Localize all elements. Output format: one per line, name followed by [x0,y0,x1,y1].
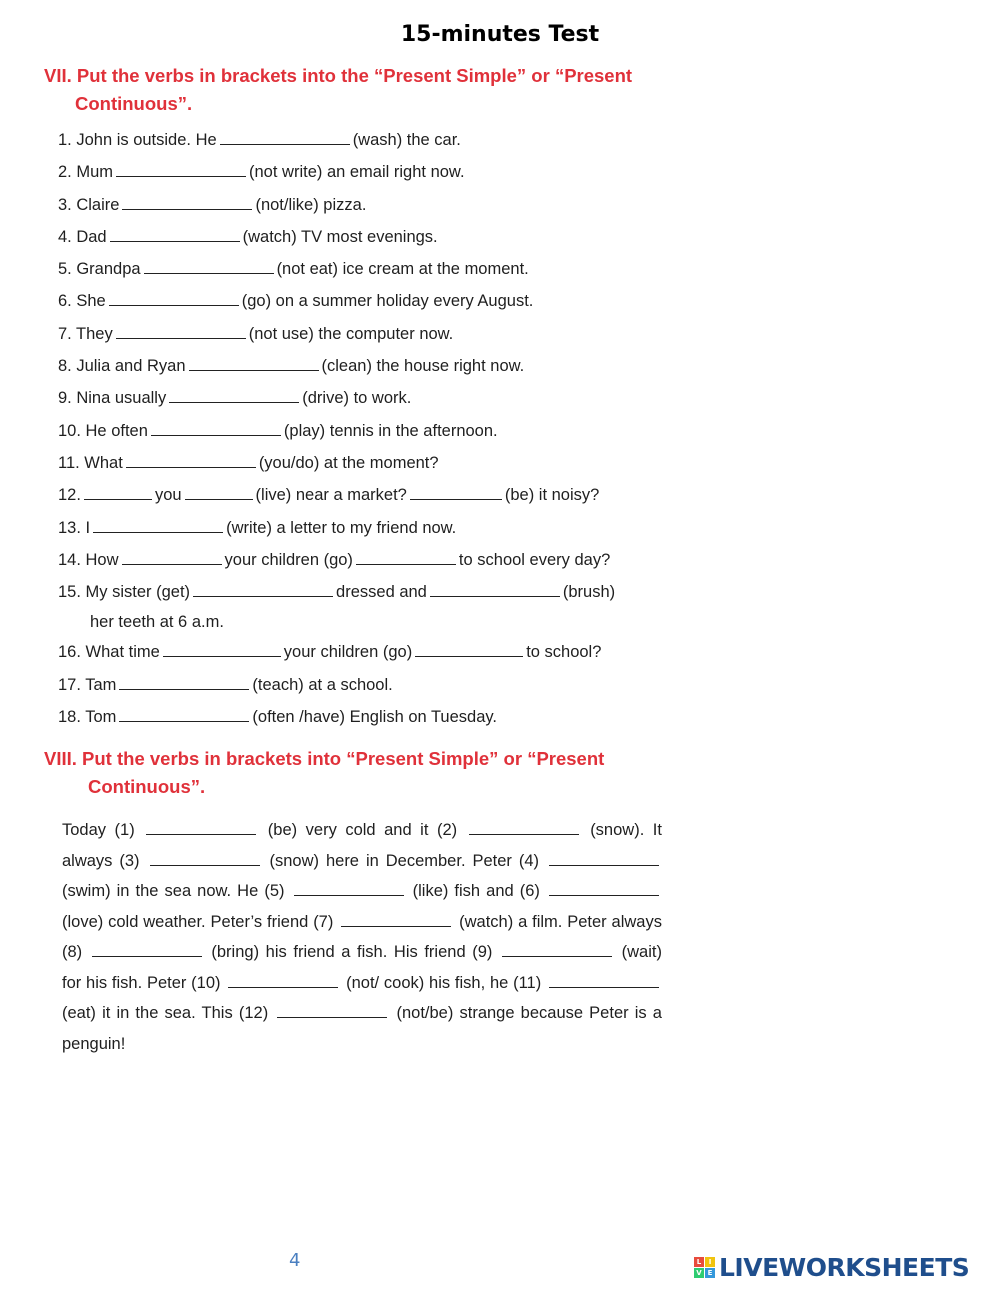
exercise-item-10 [58,415,680,447]
item-text: 17. Tam [58,675,117,694]
answer-blank[interactable] [144,259,274,274]
liveworksheets-logo [694,1253,969,1282]
answer-blank-4[interactable] [549,851,659,866]
logo-icon [694,1257,715,1278]
worksheet-scan [40,62,680,1059]
answer-blank-3[interactable] [150,851,260,866]
item-text: (teach) at a school. [252,675,393,694]
exercise-item-12 [58,479,680,511]
section-7-number: VII. [44,65,72,86]
item-text: (watch) TV most evenings. [242,227,438,246]
answer-blank[interactable] [430,582,560,597]
exercise-item-6 [58,285,680,317]
answer-blank[interactable] [193,582,333,597]
paragraph-text: (watch) a film. Peter always (8) [62,912,662,962]
logo-letter: I [705,1257,715,1267]
answer-blank[interactable] [415,642,523,657]
answer-blank[interactable] [84,485,152,500]
answer-blank[interactable] [116,324,246,339]
answer-blank[interactable] [151,421,281,436]
item-text: (play) tennis in the afternoon. [283,421,498,440]
answer-blank[interactable] [119,675,249,690]
paragraph-text: (love) cold weather. Peter’s friend (7) [62,912,334,931]
exercise-item-11 [58,447,680,479]
paragraph-text: (bring) his friend a fish. His friend (9) [211,943,493,962]
answer-blank-2[interactable] [469,820,579,835]
answer-blank[interactable] [185,485,253,500]
item-text: 11. What [58,453,123,472]
item-text: to school? [526,643,602,662]
answer-blank-7[interactable] [341,912,451,927]
item-text: 1. John is outside. He [58,131,217,149]
answer-blank[interactable] [122,195,252,210]
paragraph-text: Today (1) [62,821,135,840]
answer-blank-9[interactable] [502,942,612,957]
answer-blank[interactable] [410,485,502,500]
answer-blank[interactable] [220,130,350,145]
item-text-continued: her teeth at 6 a.m. [90,613,224,632]
item-text: (wash) the car. [352,131,461,149]
answer-blank[interactable] [356,550,456,565]
answer-blank[interactable] [109,291,239,306]
exercise-item-18 [58,701,680,733]
answer-blank[interactable] [122,550,222,565]
exercise-item-5 [58,253,680,285]
item-text: 2. Mum [58,163,114,182]
item-text: (not use) the computer now. [248,324,454,343]
section-7-items [58,124,680,733]
item-text: 6. She [58,292,106,311]
section-7-heading-line2: Continuous”. [75,93,193,114]
page-number: 4 [289,1250,301,1271]
logo-text: LIVEWORKSHEETS [719,1253,970,1282]
page-title: 15-minutes Test [400,22,600,47]
answer-blank[interactable] [163,642,281,657]
answer-blank-1[interactable] [146,820,256,835]
logo-letter: L [694,1257,704,1267]
item-text: (brush) [562,583,616,602]
exercise-item-14 [58,544,680,576]
item-text: (not write) an email right now. [249,163,465,182]
answer-blank[interactable] [119,707,249,722]
paragraph-text: (not/ cook) his fish, he (11) [346,973,542,992]
answer-blank-5[interactable] [294,881,404,896]
item-text: 8. Julia and Ryan [58,357,186,376]
answer-blank[interactable] [93,518,223,533]
answer-blank[interactable] [169,388,299,403]
answer-blank-12[interactable] [277,1003,387,1018]
item-text: 15. My sister (get) [58,583,191,602]
exercise-item-7 [58,318,680,350]
exercise-item-1 [58,124,680,156]
answer-blank[interactable] [116,162,246,177]
item-text: (drive) to work. [302,389,412,408]
item-text: (go) on a summer holiday every August. [241,292,534,311]
answer-blank-10[interactable] [228,973,338,988]
paragraph-text: (snow). It always (3) [62,821,662,870]
item-text: 12. [58,486,81,505]
item-text: 3. Claire [58,195,120,214]
section-7-heading-line1: Put the verbs in brackets into the “Present Simple” or “Present [76,65,633,86]
paragraph-text: (wait) for his fish. Peter (10) [62,943,662,992]
section-8-paragraph [62,815,662,1059]
exercise-item-17 [58,669,680,701]
paragraph-text: (like) fish and (6) [412,882,540,901]
answer-blank[interactable] [126,453,256,468]
item-text: (write) a letter to my friend now. [226,518,457,537]
paragraph-text: (snow) here in December. Peter (4) [269,851,540,870]
item-text: (not eat) ice cream at the moment. [276,260,529,279]
item-text: 13. I [58,518,91,537]
logo-letter: E [705,1268,715,1278]
exercise-item-16 [58,636,680,668]
item-text: dressed and [336,583,427,602]
item-text: (live) near a market? [255,486,407,505]
item-text: (be) it noisy? [504,486,600,505]
item-text: (you/do) at the moment? [258,453,439,472]
item-text: (often /have) English on Tuesday. [252,708,497,727]
exercise-item-4 [58,221,680,253]
item-text: 16. What time [58,643,160,662]
section-8-heading-line1: Put the verbs in brackets into “Present Simple” or “Present [82,748,605,770]
item-text: 9. Nina usually [58,389,167,408]
logo-letter: V [694,1268,704,1278]
section-8-heading-line2: Continuous”. [88,776,206,798]
item-text: 4. Dad [58,227,107,246]
item-text: 7. They [58,324,113,343]
exercise-item-2 [58,156,680,188]
item-text: your children (go) [224,550,353,569]
item-text: (not/like) pizza. [255,195,367,214]
answer-blank-8[interactable] [92,942,202,957]
exercise-item-13 [58,512,680,544]
answer-blank-6[interactable] [549,881,659,896]
item-text: your children (go) [283,643,413,662]
section-7-heading [44,62,680,118]
exercise-item-15 [58,576,680,636]
item-text: you [154,486,182,505]
item-text: to school every day? [458,550,611,569]
item-text: 14. How [58,550,119,569]
paragraph-text: (swim) in the sea now. He (5) [62,882,285,901]
item-text: (clean) the house right now. [321,357,525,376]
paragraph-text: (not/be) strange because Peter is a penguin! [62,1004,662,1053]
answer-blank[interactable] [110,227,240,242]
section-8-heading [44,745,680,801]
exercise-item-3 [58,189,680,221]
exercise-item-9 [58,382,680,414]
item-text: 18. Tom [58,708,117,727]
item-text: 10. He often [58,421,148,440]
exercise-item-8 [58,350,680,382]
section-8-number: VIII. [44,748,77,770]
paragraph-text: (be) very cold and it (2) [267,821,458,840]
item-text: 5. Grandpa [58,260,141,279]
paragraph-text: (eat) it in the sea. This (12) [62,1004,269,1023]
answer-blank-11[interactable] [549,973,659,988]
answer-blank[interactable] [189,356,319,371]
